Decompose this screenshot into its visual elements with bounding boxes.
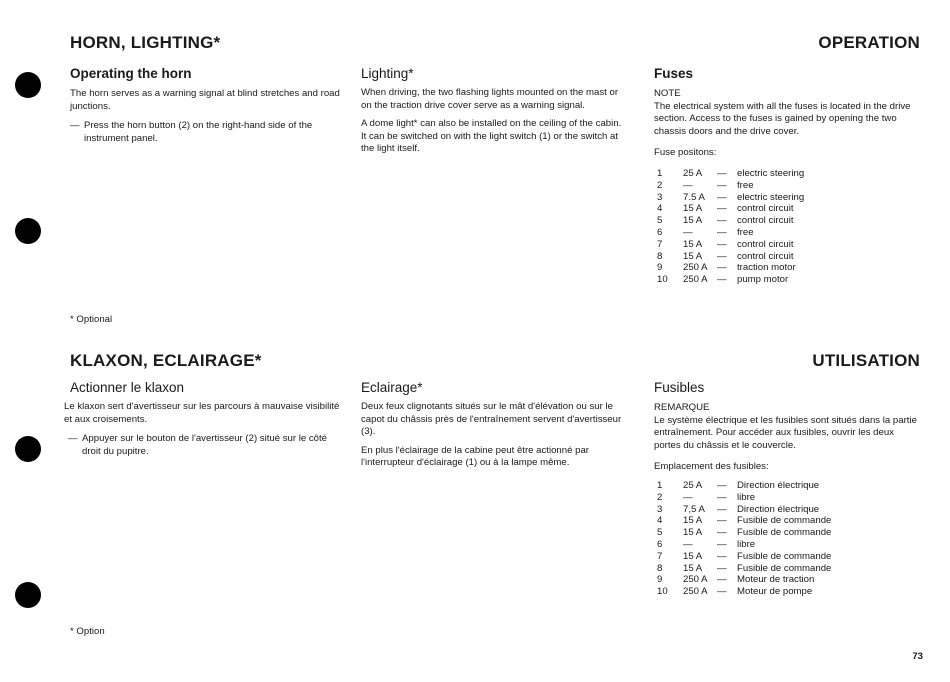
bullet-dash: — xyxy=(68,433,78,445)
fuse-row: 4 15 A — control circuit xyxy=(657,203,794,215)
binder-hole-2 xyxy=(15,218,41,244)
lighting-section-fr xyxy=(361,380,629,470)
page-number: 73 xyxy=(912,651,923,662)
note-label-en: NOTE xyxy=(654,88,681,99)
lighting-para2-en: A dome light* can also be installed on the ceiling of the cabin. It can be switched on with the light switch (1) or the switch at the light itself. xyxy=(361,118,622,155)
fuse-table-fr xyxy=(657,480,922,598)
fuse-row: 10 250 A — Moteur de pompe xyxy=(657,586,813,598)
page-title-fr: KLAXON, ECLAIRAGE* xyxy=(70,351,262,370)
page-title-en: HORN, LIGHTING* xyxy=(70,33,221,52)
binder-hole-1 xyxy=(15,72,41,98)
fuses-heading-en: Fuses xyxy=(654,66,694,81)
horn-bullet-en xyxy=(70,120,340,145)
fuse-row: 10 250 A — pump motor xyxy=(657,274,789,286)
binder-hole-4 xyxy=(15,582,41,608)
fuse-row: 3 7.5 A — electric steering xyxy=(657,191,805,203)
fuse-table-en xyxy=(657,168,922,286)
footnote-en: * Optional xyxy=(70,314,113,325)
note-text-fr: Le système électrique et les fusibles sont situés dans la partie entraînement. Pour accéder aux fusibles, ouvrir les deux portes du châssis et le couvercle. xyxy=(654,414,917,451)
horn-bullet-text-en: Press the horn button (2) on the right-hand side of the instrument panel. xyxy=(84,120,313,144)
fuse-row: 6 — — free xyxy=(657,226,754,238)
fuse-row: 7 15 A — control circuit xyxy=(657,238,794,250)
horn-para-fr: Le klaxon sert d'avertisseur sur les parcours à mauvaise visibilité et aux croisements. xyxy=(64,401,340,425)
lighting-para2-fr: En plus l'éclairage de la cabine peut être actionné par l'interrupteur d'éclairage (1) ou à la lampe même. xyxy=(361,444,589,469)
footnote-fr: * Option xyxy=(70,626,105,637)
fuses-heading-fr: Fusibles xyxy=(654,380,705,395)
horn-section-fr xyxy=(64,380,340,458)
fuse-row: 1 25 A — Direction électrique xyxy=(657,480,820,491)
horn-para-en: The horn serves as a warning signal at blind stretches and road junctions. xyxy=(70,88,340,112)
fuse-row: 5 15 A — Fusible de commande xyxy=(657,527,832,539)
fuse-row: 1 25 A — electric steering xyxy=(657,168,805,179)
lighting-section-en xyxy=(361,66,629,156)
note-text-en: The electrical system with all the fuses is located in the drive section. Access to the fuses is gained by opening the two chassis doors and the drive cover. xyxy=(654,100,911,137)
fuse-row: 3 7,5 A — Direction électrique xyxy=(657,503,820,515)
section-label-fr: UTILISATION xyxy=(812,351,920,370)
fuse-row: 4 15 A — Fusible de commande xyxy=(657,515,832,527)
horn-heading-en: Operating the horn xyxy=(70,66,192,81)
fuse-row: 9 250 A — Moteur de traction xyxy=(657,574,815,586)
fuses-section-fr xyxy=(654,380,922,474)
section-label-en: OPERATION xyxy=(818,33,920,52)
fuse-row: 9 250 A — traction motor xyxy=(657,262,796,274)
fuse-row: 8 15 A — Fusible de commande xyxy=(657,562,832,574)
fuse-positions-label-fr: Emplacement des fusibles: xyxy=(654,461,769,473)
horn-heading-fr: Actionner le klaxon xyxy=(70,380,185,395)
note-label-fr: REMARQUE xyxy=(654,402,710,413)
bullet-dash: — xyxy=(70,120,80,132)
fuse-row: 6 — — libre xyxy=(657,538,756,550)
fuse-row: 8 15 A — control circuit xyxy=(657,250,794,262)
lighting-para1-en: When driving, the two flashing lights mounted on the mast or on the traction drive cover serve as a warning signal. xyxy=(361,87,619,111)
fuses-section-en xyxy=(654,66,922,160)
fuse-row: 2 — — free xyxy=(657,179,754,191)
binder-hole-3 xyxy=(15,436,41,462)
lighting-heading-fr: Eclairage* xyxy=(361,380,423,395)
lighting-heading-en: Lighting* xyxy=(361,66,414,81)
horn-section-en xyxy=(70,66,340,145)
lighting-para1-fr: Deux feux clignotants situés sur le mât d'élévation ou sur le capot du châssis près de l'entraînement servent d'avertisseur (3). xyxy=(361,401,622,438)
horn-bullet-fr xyxy=(64,433,340,458)
fuse-positions-label-en: Fuse positons: xyxy=(654,147,717,159)
fuse-row: 5 15 A — control circuit xyxy=(657,215,794,227)
fuse-row: 7 15 A — Fusible de commande xyxy=(657,550,832,562)
fuse-row: 2 — — libre xyxy=(657,491,756,503)
horn-bullet-text-fr: Appuyer sur le bouton de l'avertisseur (2) situé sur le côté droit du pupitre. xyxy=(82,433,327,457)
